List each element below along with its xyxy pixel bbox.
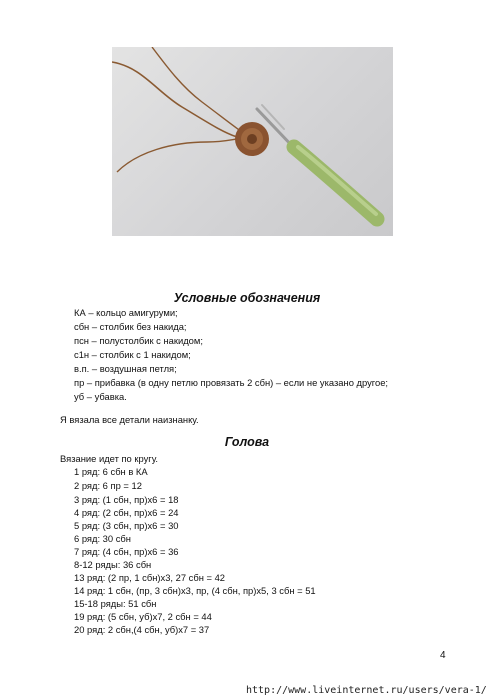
head-intro: Вязание идет по кругу.	[60, 453, 159, 464]
hook-handle	[294, 147, 377, 219]
row-line: 20 ряд: 2 сбн,(4 сбн, уб)х7 = 37	[74, 624, 210, 635]
row-line: 3 ряд: (1 сбн, пр)х6 = 18	[74, 494, 179, 505]
legend-item-psn: псн – полустолбик с накидом;	[74, 335, 203, 346]
row-line: 19 ряд: (5 сбн, уб)х7, 2 сбн = 44	[74, 611, 212, 622]
row-line: 7 ряд: (4 сбн, пр)х6 = 36	[74, 546, 179, 557]
row-line: 4 ряд: (2 сбн, пр)х6 = 24	[74, 507, 179, 518]
legend-item-s1n: с1н – столбик с 1 накидом;	[74, 349, 191, 360]
row-line: 13 ряд: (2 пр, 1 сбн)х3, 27 сбн = 42	[74, 572, 226, 583]
row-line: 14 ряд: 1 сбн, (пр, 3 сбн)х3, пр, (4 сбн, пр)х5, 3 сбн = 51	[74, 585, 316, 596]
row-line: 5 ряд: (3 сбн, пр)х6 = 30	[74, 520, 179, 531]
crochet-photo-illustration	[112, 47, 393, 236]
yarn-thread-3	[117, 139, 237, 172]
row-line: 6 ряд: 30 сбн	[74, 533, 131, 544]
legend-item-ub: уб – убавка.	[74, 391, 127, 402]
legend-item-pr: пр – прибавка (в одну петлю провязать 2 сбн) – если не указано другое;	[74, 377, 389, 388]
source-watermark[interactable]: http://www.liveinternet.ru/users/vera-1/	[232, 683, 494, 699]
yarn-thread-2	[152, 47, 242, 132]
row-line: 2 ряд: 6 пр = 12	[74, 480, 142, 491]
crochet-photo	[112, 47, 393, 236]
legend-item-ka: КА – кольцо амигуруми;	[74, 307, 178, 318]
row-line: 1 ряд: 6 сбн в КА	[74, 466, 148, 477]
legend-item-vp: в.п. – воздушная петля;	[74, 363, 177, 374]
legend-title: Условные обозначения	[173, 291, 321, 305]
row-line: 15-18 ряды: 51 сбн	[74, 598, 157, 609]
head-section-title: Голова	[224, 435, 270, 449]
row-line: 8-12 ряды: 36 сбн	[74, 559, 152, 570]
note-text: Я вязала все детали наизнанку.	[60, 414, 199, 425]
legend-item-sbn: сбн – столбик без накида;	[74, 321, 187, 332]
yarn-thread	[112, 62, 237, 137]
page-number: 4	[440, 650, 446, 661]
